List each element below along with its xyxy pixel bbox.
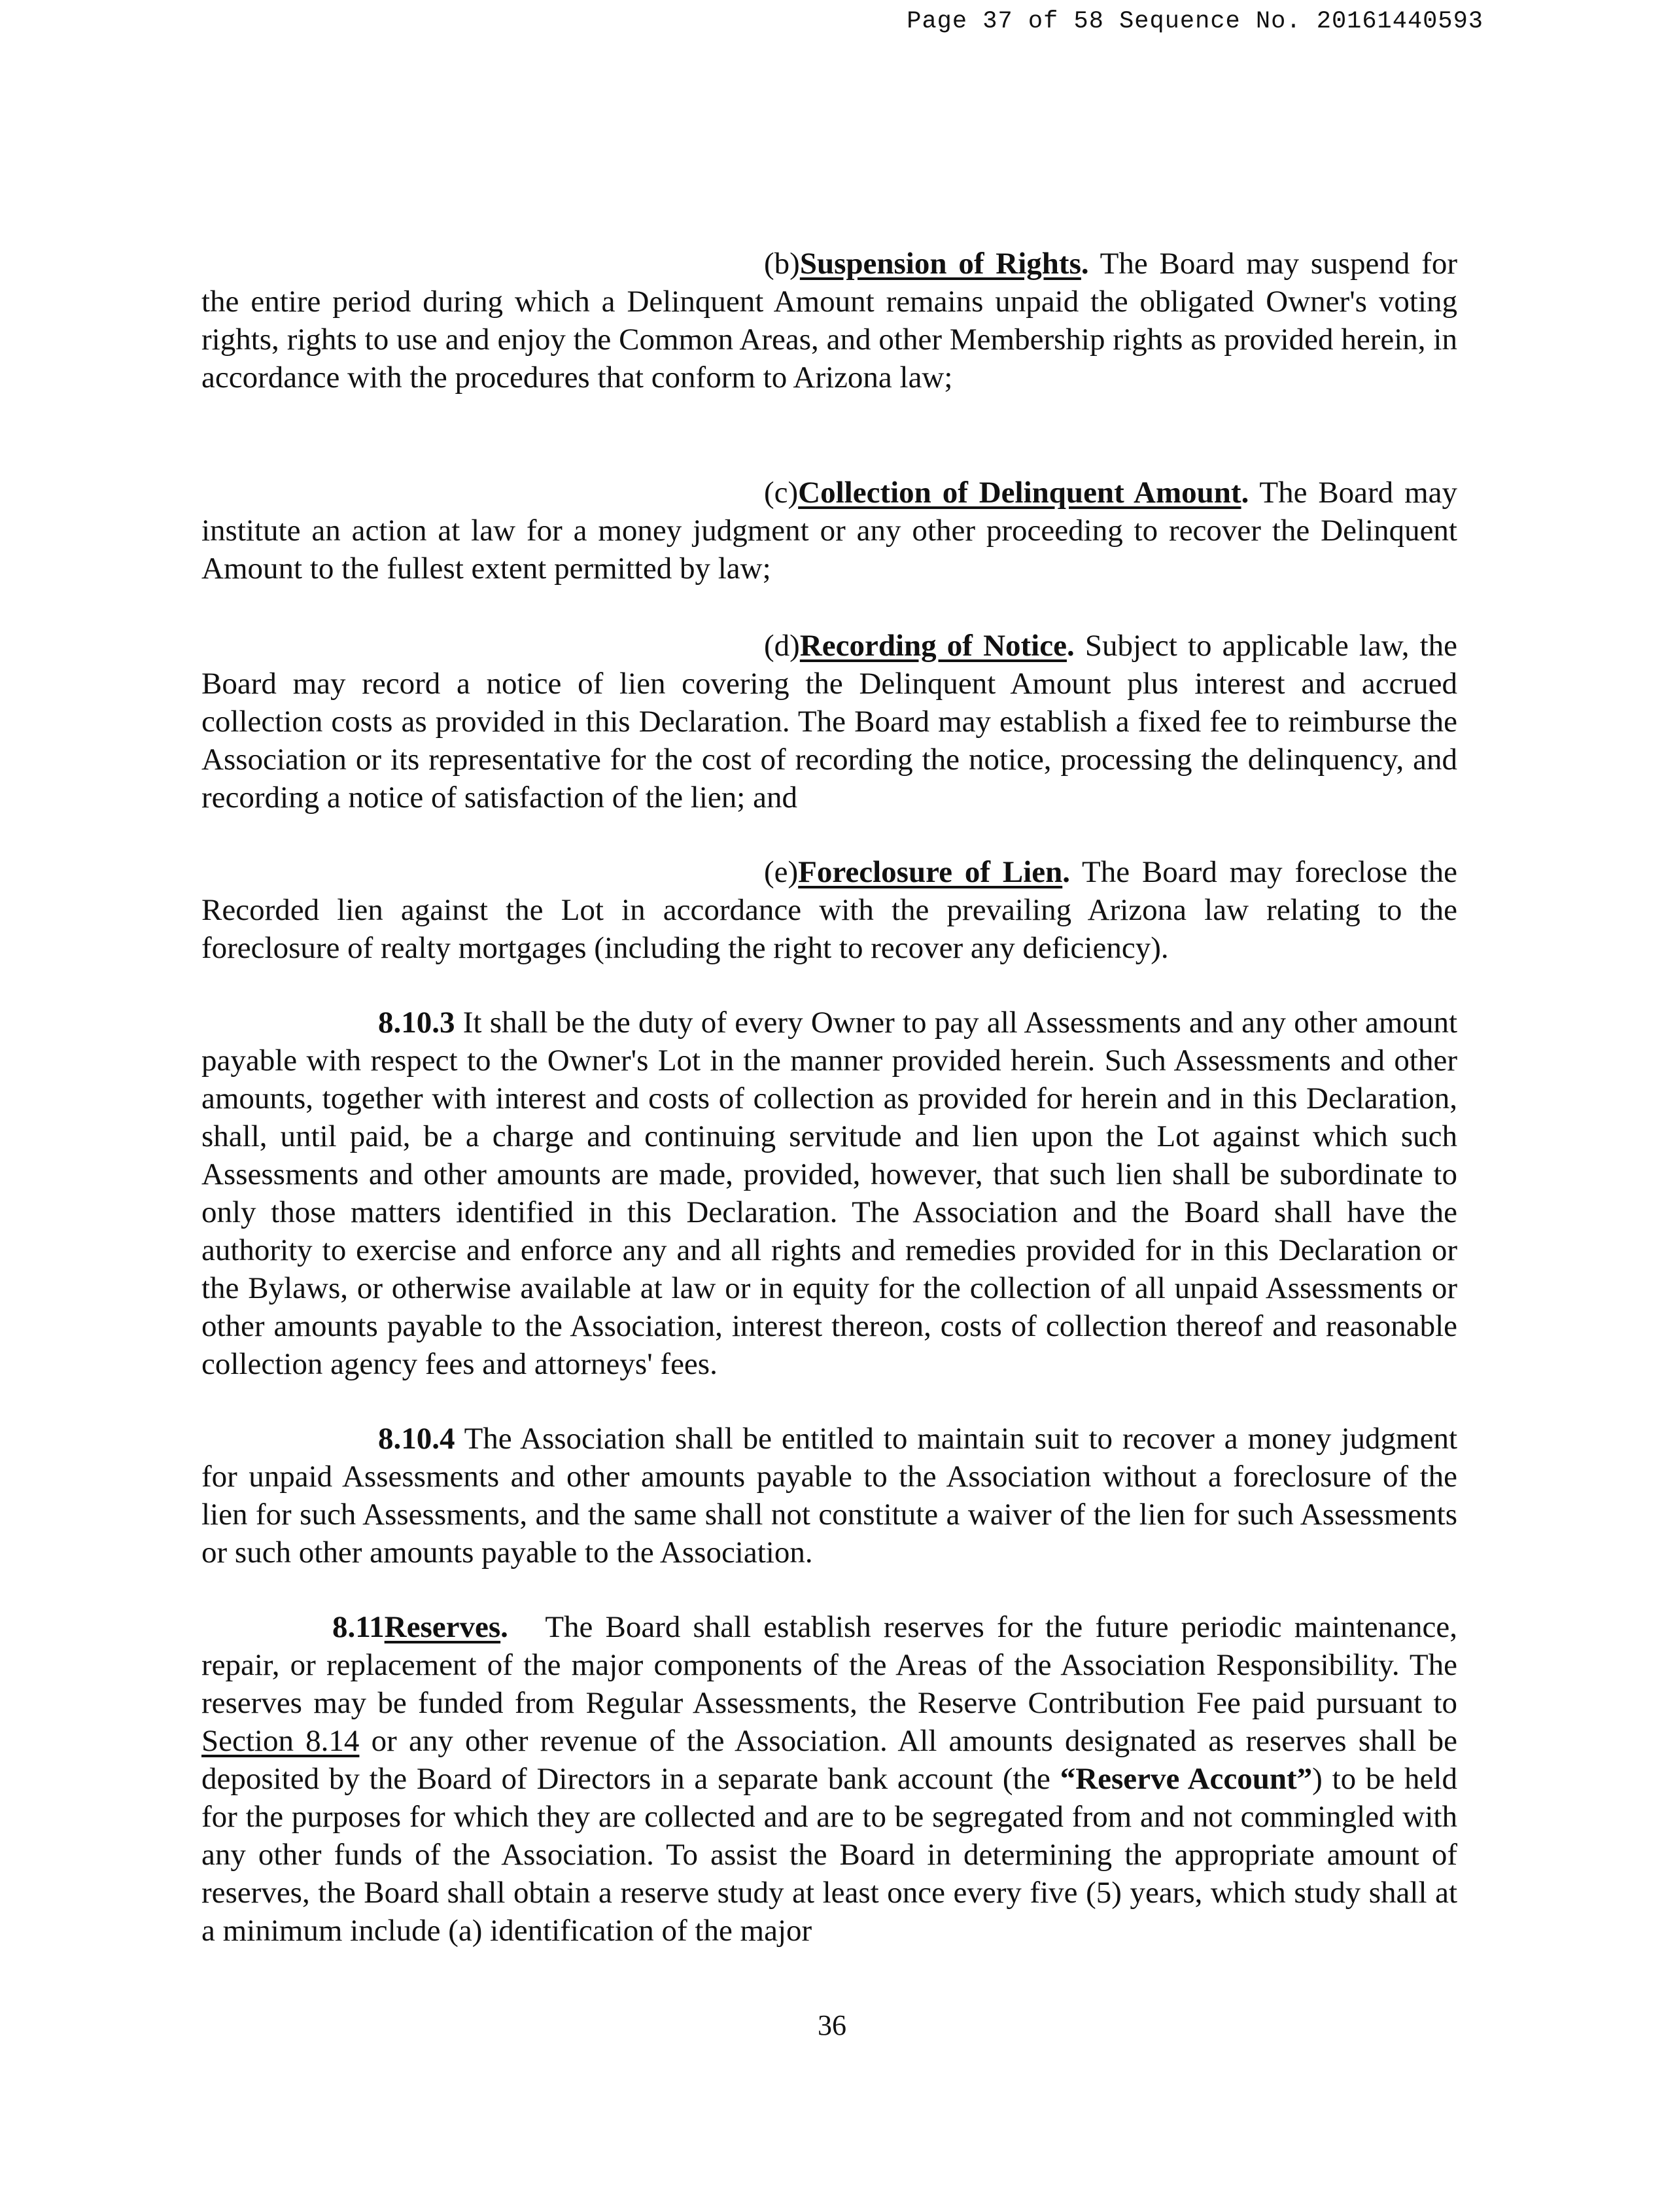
document-body: [201, 245, 1457, 1950]
section-b-body: The Board may suspend for the entire period during which a Delinquent Amount remains unpaid the obligated Owner's voting rights, rights to use and enjoy the Common Areas, and other Membership rights as provided herein, in accordance with the procedures that conform to Arizona law;: [201, 247, 1457, 395]
section-8-10-3-body: It shall be the duty of every Owner to pay all Assessments and any other amount payable with respect to the Owner's Lot in the manner provided herein. Such Assessments and other amounts, together with interest and costs of collection as provided for herein and in this Declaration, shall, until paid, be a charge and continuing servitude and lien upon the Lot against which such Assessments and other amounts are made, provided, however, that such lien shall be subordinate to only those matters identified in this Declaration. The Association and the Board shall have the authority to exercise and enforce any and all rights and remedies provided for in this Declaration or the Bylaws, or otherwise available at law or in equity for the collection of all unpaid Assessments or other amounts payable to the Association, interest thereon, costs of collection thereof and reasonable collection agency fees and attorneys' fees.: [201, 1006, 1457, 1381]
section-c-body: The Board may institute an action at law for a money judgment or any other proceeding to recover the Delinquent Amount to the fullest extent permitted by law;: [201, 476, 1457, 586]
section-8-10-4-paragraph: [201, 1420, 1457, 1571]
reserve-account-defined-term: “Reserve Account”: [1060, 1762, 1313, 1796]
section-8-11-paragraph: 8.11Reserves. The Board shall establish reserves for the future periodic maintenance, repair, or replacement of the major components of the Areas of the Association Responsibility. The reserves may be funded from Regular Assessments, the Reserve Contribution Fee paid pursuant to Section 8.14 or any other revenue of the Association. All amounts designated as reserves shall be deposited by the Board of Directors in a separate bank account (the “Reserve Account”) to be held for the purposes for which they are collected and are to be segregated from and not commingled with any other funds of the Association. To assist the Board in determining the appropriate amount of reserves, the Board shall obtain a reserve study at least once every five (5) years, which study shall at a minimum include (a) identification of the major: [201, 1608, 1457, 1950]
section-d-label: (d): [764, 629, 800, 663]
section-d-paragraph: (d)Recording of Notice. Subject to applicable law, the Board may record a notice of lien covering the Delinquent Amount plus interest and accrued collection costs as provided in this Declaration. The Board may establish a fixed fee to reimburse the Association or its representative for the cost of recording the notice, processing the delinquency, and recording a notice of satisfaction of the lien; and: [201, 627, 1457, 816]
section-d-body: Subject to applicable law, the Board may record a notice of lien covering the Delinquent Amount plus interest and accrued collection costs as provided in this Declaration. The Board may establish a fixed fee to reimburse the Association or its representative for the cost of recording the notice, processing the delinquency, and recording a notice of satisfaction of the lien; and: [201, 629, 1458, 815]
section-c-heading: Collection of Delinquent Amount: [798, 476, 1241, 510]
section-c-label: (c): [764, 476, 799, 510]
section-e-body: The Board may foreclose the Recorded lien against the Lot in accordance with the prevailing Arizona law relating to the foreclosure of realty mortgages (including the right to recover any deficiency).: [201, 855, 1457, 965]
section-c-paragraph: (c)Collection of Delinquent Amount. The Board may institute an action at law for a money judgment or any other proceeding to recover the Delinquent Amount to the fullest extent permitted by law;: [201, 474, 1457, 588]
section-8-10-4-body: The Association shall be entitled to maintain suit to recover a money judgment for unpaid Assessments and other amounts payable to the Association without a foreclosure of the lien for such Assessments, and the same shall not constitute a waiver of the lien for such Assessments or such other amounts payable to the Association.: [201, 1422, 1457, 1570]
section-e-heading: Foreclosure of Lien: [798, 855, 1063, 889]
page-sequence-header: Page 37 of 58 Sequence No. 20161440593: [907, 8, 1483, 35]
section-b-heading: Suspension of Rights: [799, 247, 1081, 281]
section-8-11-heading: Reserves: [384, 1610, 501, 1644]
section-8-14-reference: Section 8.14: [201, 1724, 360, 1758]
section-8-11-body-part3: ) to be held for the purposes for which they are collected and are to be segregated from and not commingled with any other funds of the Association. To assist the Board in determining the appropriate amount of reserves, the Board shall obtain a reserve study at least once every five (5) years, which study shall at a minimum include (a) identification of the major: [201, 1762, 1457, 1948]
section-e-label: (e): [764, 855, 799, 889]
section-d-heading: Recording of Notice: [799, 629, 1067, 663]
section-8-11-body-part1: The Board shall establish reserves for the future periodic maintenance, repair, or replacement of the major components of the Areas of the Association Responsibility. The reserves may be funded from Regular Assessments, the Reserve Contribution Fee paid pursuant to: [201, 1610, 1457, 1720]
section-8-11-body-part2: or any other revenue of the Association. All amounts designated as reserves shall be deposited by the Board of Directors in a separate bank account (the: [201, 1724, 1458, 1796]
section-8-10-4-number: 8.10.4: [378, 1422, 455, 1456]
section-e-paragraph: (e)Foreclosure of Lien. The Board may foreclose the Recorded lien against the Lot in accordance with the prevailing Arizona law relating to the foreclosure of realty mortgages (including the right to recover any deficiency).: [201, 853, 1457, 967]
section-8-10-3-paragraph: [201, 1004, 1457, 1383]
section-b-paragraph: (b)Suspension of Rights. The Board may suspend for the entire period during which a Delinquent Amount remains unpaid the obligated Owner's voting rights, rights to use and enjoy the Common Areas, and other Membership rights as provided herein, in accordance with the procedures that conform to Arizona law;: [201, 245, 1457, 396]
section-8-11-number: 8.11: [332, 1610, 385, 1644]
section-b-label: (b): [764, 247, 800, 281]
page-number: 36: [818, 2009, 846, 2041]
section-8-10-3-number: 8.10.3: [378, 1006, 455, 1040]
